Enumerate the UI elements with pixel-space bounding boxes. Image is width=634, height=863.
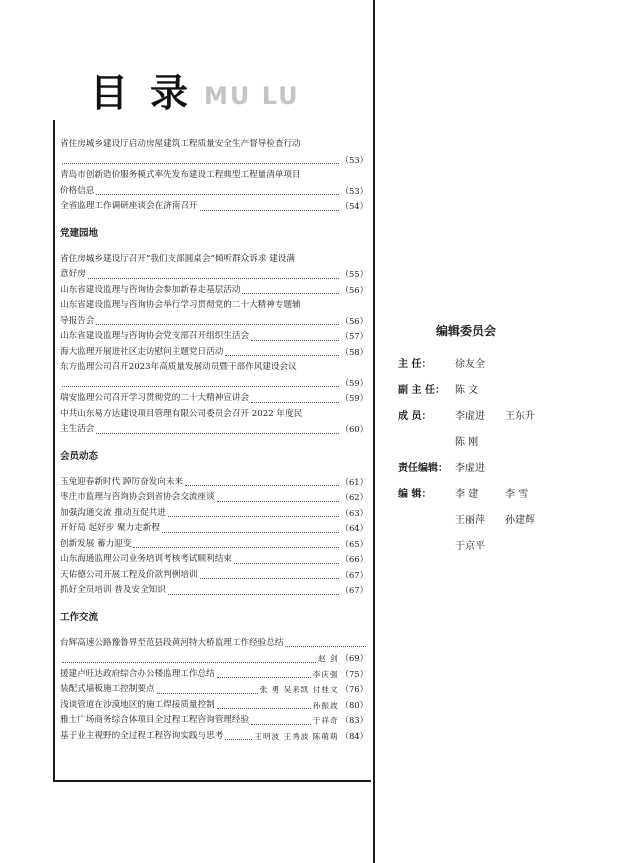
toc-entry[interactable]: [60, 568, 368, 584]
dot-leader: [168, 593, 339, 595]
toc-entry-title-continued: 导报告会: [60, 315, 95, 326]
committee-member: 孙建辉: [505, 515, 535, 526]
toc-entry[interactable]: [60, 475, 368, 491]
toc-entry-page: （62）: [340, 492, 368, 502]
toc-entry-authors: 王明波 王秀波 陈萌萌: [254, 731, 339, 741]
toc-entry-page: （66）: [340, 554, 368, 564]
table-of-contents: [53, 120, 371, 782]
toc-entry-title: 玉兔迎春新时代 踔厉奋发向未来: [60, 476, 184, 487]
toc-entry[interactable]: [60, 283, 368, 299]
toc-entry-page: （69）: [340, 653, 368, 663]
dot-leader: [88, 277, 339, 279]
toc-entry-title: 山东省建设监理与咨询协会参加新春走基层活动: [60, 284, 241, 295]
dot-leader: [96, 193, 338, 195]
toc-entry[interactable]: [60, 729, 368, 745]
toc-entry-title: 山东省建设监理与咨询协会党支部召开组织生活会: [60, 331, 250, 341]
dot-leader: [133, 546, 338, 548]
toc-entry[interactable]: [60, 583, 368, 599]
toc-entry-title: 开好局 起好步 聚力走新程: [60, 523, 160, 533]
toc-entry-page: （59）: [340, 377, 368, 388]
toc-entry[interactable]: [60, 329, 368, 345]
toc-entry[interactable]: [60, 168, 368, 199]
committee-names: [455, 409, 555, 450]
toc-entry-page: （57）: [340, 331, 368, 341]
toc-entry-page: （63）: [340, 507, 368, 518]
toc-entry[interactable]: [60, 667, 368, 683]
section-heading: 党建园地: [60, 227, 99, 239]
toc-entry[interactable]: [60, 506, 368, 522]
toc-entry-title: 浅谈管道在沙漠地区的施工焊接质量控制: [60, 699, 215, 710]
toc-entry-title: 瑞安监理公司召开学习贯彻党的二十大精神宣讲会: [60, 393, 250, 403]
toc-entry-page: （65）: [340, 538, 368, 549]
dot-leader: [62, 385, 339, 387]
toc-entry[interactable]: [60, 252, 368, 283]
dot-leader: [217, 500, 339, 502]
dot-leader: [168, 515, 339, 517]
toc-entry[interactable]: [60, 682, 368, 698]
toc-entry-title: 台辉高速公路豫鲁界至范县段黄河特大桥监理工作经验总结: [60, 637, 284, 648]
toc-entry-title: 加强沟通交流 推动互促共进: [60, 507, 166, 518]
toc-list: [60, 137, 368, 744]
toc-entry-page: （61）: [340, 476, 368, 487]
committee-names: [455, 487, 555, 554]
editorial-committee: [398, 322, 598, 565]
toc-entry[interactable]: [60, 490, 368, 506]
dot-leader: [225, 738, 252, 740]
committee-row: [398, 357, 598, 372]
page-title: 目录: [90, 71, 211, 115]
committee-member: 李 雪: [505, 489, 529, 500]
toc-entry-title: 援建卢旺达政府综合办公楼监理工作总结: [60, 668, 215, 679]
dot-leader: [200, 577, 339, 579]
toc-entry[interactable]: [60, 698, 368, 714]
dot-leader: [62, 162, 339, 164]
toc-entry-page: （55）: [340, 269, 368, 279]
toc-entry-page: （80）: [340, 699, 368, 710]
toc-entry-title: 山东省建设监理与咨询协会举行学习贯彻党的二十大精神专题辅: [60, 300, 301, 310]
toc-entry-page: （60）: [340, 424, 368, 434]
toc-entry-page: （59）: [340, 393, 368, 403]
committee-member: 李虚进: [455, 463, 485, 474]
section-heading: 会员动态: [60, 450, 99, 462]
toc-entry[interactable]: [60, 521, 368, 537]
page-divider: [373, 0, 375, 863]
toc-entry-title-continued: 意好房: [60, 269, 86, 279]
toc-entry-title: 装配式墙板施工控制要点: [60, 684, 155, 694]
page-title-pinyin: MU LU: [204, 82, 300, 110]
committee-row: [398, 383, 598, 398]
committee-title: 编辑委员会: [435, 324, 496, 338]
committee-member: 李虚进: [455, 411, 485, 422]
toc-entry[interactable]: [60, 636, 368, 667]
committee-member: 徐友全: [455, 359, 485, 370]
toc-entry-authors: 赵 剑: [317, 654, 339, 663]
dot-leader: [217, 707, 311, 709]
committee-member: 于京平: [455, 541, 485, 552]
committee-role: 主 任：: [398, 359, 432, 370]
dot-leader: [251, 401, 339, 403]
toc-entry[interactable]: [60, 298, 368, 329]
toc-entry[interactable]: [60, 199, 368, 215]
committee-names: [455, 383, 555, 398]
section-heading: 工作交流: [60, 611, 99, 623]
dot-leader: [185, 484, 339, 486]
toc-entry-title: 省住房城乡建设厅启动房屋建筑工程质量安全生产督导检查行动: [60, 139, 301, 149]
dot-leader: [162, 531, 339, 533]
toc-entry-title: 天佑德公司开展工程及价款判例培训: [60, 569, 198, 580]
toc-entry-authors: 于祥奇: [312, 716, 339, 725]
toc-entry-title: 雅士广场商务综合体项目全过程工程咨询管理经验: [60, 715, 250, 725]
toc-entry-title: 抓好全员培训 普及安全知识: [60, 585, 166, 595]
committee-member: 王东升: [505, 411, 535, 422]
committee-member: 李 建: [455, 489, 479, 500]
toc-entry-authors: 张 勇 吴来凯 付桂文: [259, 685, 339, 694]
toc-entry-title: 枣庄市监理与咨询协会到省协会交流座谈: [60, 492, 215, 502]
toc-entry-page: （83）: [340, 715, 368, 725]
dot-leader: [251, 723, 311, 725]
toc-entry[interactable]: [60, 360, 368, 391]
toc-entry-title: 全省监理工作调研座谈会在济南召开: [60, 201, 198, 211]
toc-entry[interactable]: [60, 713, 368, 729]
toc-entry[interactable]: [60, 391, 368, 407]
dot-leader: [157, 692, 258, 694]
committee-role: 编 辑：: [398, 489, 432, 500]
toc-entry[interactable]: [60, 345, 368, 361]
toc-entry-authors: 李庆强: [312, 669, 339, 679]
toc-entry-page: （53）: [340, 185, 368, 196]
dot-leader: [251, 339, 339, 341]
committee-member: 王丽萍: [455, 515, 485, 526]
committee-role: 副 主 任：: [398, 385, 445, 396]
toc-entry[interactable]: [60, 137, 368, 168]
toc-entry-page: （84）: [340, 730, 368, 741]
toc-entry-authors: 孙振波: [312, 700, 339, 710]
toc-entry-page: （67）: [340, 585, 368, 595]
toc-entry-page: （67）: [340, 569, 368, 580]
toc-entry-title-continued: 主生活会: [60, 424, 95, 434]
dot-leader: [96, 432, 338, 434]
toc-entry-page: （76）: [340, 684, 368, 694]
dot-leader: [225, 354, 338, 356]
dot-leader: [62, 661, 316, 663]
toc-entry-title: 山东海通监理公司业务培训考核考试顺利结束: [60, 554, 232, 564]
dot-leader: [96, 323, 338, 325]
committee-member: 陈 文: [455, 385, 479, 396]
toc-entry[interactable]: [60, 552, 368, 568]
toc-entry-page: （56）: [340, 284, 368, 295]
committee-row: [398, 487, 598, 554]
toc-entry-title: 创新发展 蓄力迎变: [60, 538, 132, 549]
toc-entry-page: （75）: [340, 668, 368, 679]
toc-entry-title: 中共山东易方达建设项目管理有限公司委员会召开 2022 年度民: [60, 408, 303, 419]
committee-row: [398, 409, 598, 450]
committee-role: 成 员：: [398, 411, 432, 422]
toc-entry-page: （64）: [340, 523, 368, 533]
toc-entry-title: 东方监理公司召开2023年高质量发展动员暨干部作风建设会议: [60, 362, 297, 372]
dot-leader: [234, 562, 339, 564]
toc-entry-title: 基于业主视野的全过程工程咨询实践与思考: [60, 730, 224, 741]
committee-names: [455, 461, 555, 476]
dot-leader: [242, 292, 338, 294]
toc-entry[interactable]: [60, 537, 368, 553]
toc-entry-title-continued: 价格信息: [60, 185, 95, 196]
toc-entry-page: （56）: [340, 315, 368, 326]
toc-entry-title: 海大监理开展进社区走访慰问主题党日活动: [60, 346, 224, 357]
committee-row: [398, 461, 598, 476]
committee-member: 陈 刚: [455, 437, 479, 448]
committee-role: 责任编辑：: [398, 463, 448, 474]
toc-entry-title: 省住房城乡建设厅召开“我们支部圆桌会”倾听群众诉求 建设满: [60, 253, 295, 264]
toc-entry[interactable]: [60, 407, 368, 438]
toc-entry-page: （54）: [340, 201, 368, 211]
toc-entry-page: （53）: [340, 154, 368, 165]
committee-names: [455, 357, 555, 372]
dot-leader: [285, 645, 366, 647]
toc-entry-page: （58）: [340, 346, 368, 357]
dot-leader: [200, 209, 339, 211]
toc-entry-title: 青岛市创新造价服务模式率先发布建设工程典型工程量清单项目: [60, 170, 301, 180]
dot-leader: [217, 676, 311, 678]
